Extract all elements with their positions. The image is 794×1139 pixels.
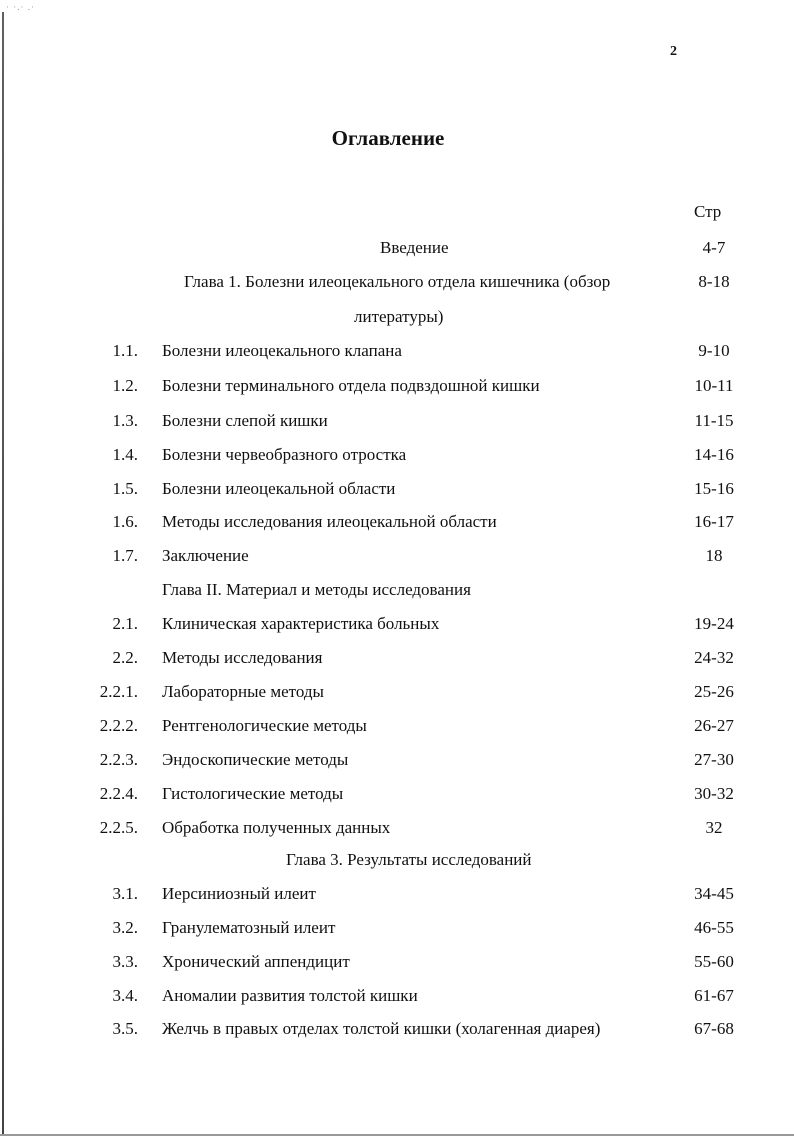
entry-pages: 61-67 [694, 986, 734, 1005]
entry-number: 1.1. [112, 341, 138, 360]
entry-number: 2.2.1. [99, 682, 138, 701]
toc-entry [0, 339, 794, 363]
entry-title: Рентгенологические методы [162, 716, 367, 735]
toc-entry [0, 646, 794, 670]
entry-title: Лабораторные методы [162, 682, 324, 701]
entry-pages: 18 [705, 546, 723, 565]
entry-title: Болезни слепой кишки [162, 411, 328, 430]
toc-entry [0, 748, 794, 772]
chapter1-pages: 8-18 [698, 272, 730, 291]
entry-pages: 26-27 [694, 716, 734, 735]
entry-number: 2.1. [112, 614, 138, 633]
entry-pages: 14-16 [694, 445, 734, 464]
entry-pages: 34-45 [694, 884, 734, 903]
entry-pages: 46-55 [694, 918, 734, 937]
entry-number: 1.2. [112, 376, 138, 395]
entry-number: 1.3. [112, 411, 138, 430]
entry-title: Иерсиниозный илеит [162, 884, 316, 903]
chapter3-title: Глава 3. Результаты исследований [286, 850, 532, 869]
entry-pages: 19-24 [694, 614, 734, 633]
toc-entry [0, 916, 794, 940]
intro-title: Введение [380, 238, 449, 257]
entry-title: Болезни илеоцекального клапана [162, 341, 402, 360]
toc-entry [0, 882, 794, 906]
chapter2-title: Глава II. Материал и методы исследования [162, 580, 471, 599]
toc-entry-intro [0, 236, 794, 260]
page-number: 2 [670, 44, 677, 59]
toc-entry [0, 816, 794, 840]
entry-pages: 11-15 [694, 411, 734, 430]
entry-title: Методы исследования илеоцекальной области [162, 512, 497, 531]
entry-pages: 15-16 [694, 479, 734, 498]
entry-number: 1.4. [112, 445, 138, 464]
toc-entry [0, 477, 794, 501]
entry-number: 1.6. [112, 512, 138, 531]
entry-pages: 25-26 [694, 682, 734, 701]
entry-pages: 32 [705, 818, 723, 837]
entry-number: 3.1. [112, 884, 138, 903]
entry-title: Болезни терминального отдела подвздошной кишки [162, 376, 540, 395]
entry-number: 2.2.3. [99, 750, 138, 769]
toc-entry [0, 409, 794, 433]
entry-pages: 10-11 [694, 376, 734, 395]
entry-title: Болезни илеоцекальной области [162, 479, 396, 498]
page-title: Оглавление [331, 126, 445, 150]
toc-chapter-1 [0, 270, 794, 294]
toc-entry [0, 544, 794, 568]
entry-title: Хронический аппендицит [162, 952, 350, 971]
chapter1-title-line1: Глава 1. Болезни илеоцекального отдела кишечника (обзор [184, 272, 611, 291]
entry-number: 3.4. [112, 986, 138, 1005]
scan-edge-bottom [0, 1134, 794, 1136]
entry-pages: 30-32 [694, 784, 734, 803]
toc-entry [0, 680, 794, 704]
entry-title: Клиническая характеристика больных [162, 614, 440, 633]
entry-pages: 67-68 [694, 1019, 734, 1038]
entry-title: Заключение [162, 546, 249, 565]
entry-pages: 9-10 [698, 341, 730, 360]
toc-entry [0, 714, 794, 738]
entry-number: 2.2.2. [99, 716, 138, 735]
toc-entry [0, 510, 794, 534]
intro-pages: 4-7 [702, 238, 726, 257]
entry-number: 3.2. [112, 918, 138, 937]
entry-pages: 27-30 [694, 750, 734, 769]
entry-title: Аномалии развития толстой кишки [162, 986, 418, 1005]
toc-entry [0, 374, 794, 398]
entry-pages: 24-32 [694, 648, 734, 667]
entry-number: 2.2.5. [99, 818, 138, 837]
scan-marks: · ·.· .· [6, 2, 35, 12]
entry-title: Обработка полученных данных [162, 818, 391, 837]
toc-chapter-1-cont [0, 305, 794, 329]
toc-entry [0, 984, 794, 1008]
entry-title: Методы исследования [162, 648, 323, 667]
entry-number: 3.3. [112, 952, 138, 971]
entry-pages: 55-60 [694, 952, 734, 971]
entry-title: Болезни червеобразного отростка [162, 445, 407, 464]
toc-entry [0, 612, 794, 636]
entry-title: Эндоскопические методы [162, 750, 349, 769]
chapter1-title-line2: литературы) [354, 307, 444, 326]
entry-title: Гранулематозный илеит [162, 918, 336, 937]
entry-number: 2.2. [112, 648, 138, 667]
toc-entry [0, 950, 794, 974]
toc-entry [0, 1017, 794, 1041]
pages-column-header: Стр [694, 202, 722, 221]
entry-number: 1.5. [112, 479, 138, 498]
entry-pages: 16-17 [694, 512, 734, 531]
entry-number: 3.5. [112, 1019, 138, 1038]
toc-chapter-2 [0, 578, 794, 602]
toc-entry [0, 443, 794, 467]
entry-number: 1.7. [112, 546, 138, 565]
toc-entry [0, 782, 794, 806]
entry-title: Желчь в правых отделах толстой кишки (холагенная диарея) [162, 1019, 601, 1038]
toc-chapter-3 [0, 848, 794, 872]
entry-number: 2.2.4. [99, 784, 138, 803]
entry-title: Гистологические методы [162, 784, 344, 803]
